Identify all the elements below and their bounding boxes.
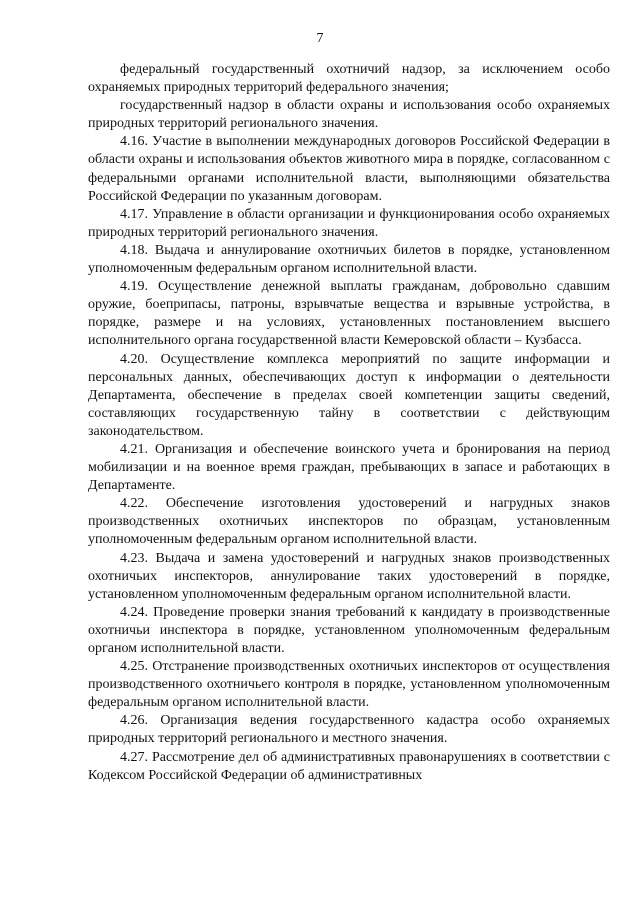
paragraph: 4.19. Осуществление денежной выплаты гражданам, добровольно сдавшим оружие, боеприпасы, патроны, взрывчатые вещества и взрывные устройства, в порядке, размере и на условиях, установленных постановлением высшего исполнительного органа государственной власти Кемеровской области – Кузбасса. — [88, 279, 610, 349]
document-body — [88, 61, 610, 785]
paragraph: 4.24. Проведение проверки знания требований к кандидату в производственные охотничьи инспектора в порядке, установленном уполномоченным федеральным органом исполнительной власти. — [88, 604, 610, 656]
paragraph: федеральный государственный охотничий надзор, за исключением особо охраняемых природных территорий федерального значения; — [88, 62, 610, 96]
paragraph: 4.17. Управление в области организации и функционирования особо охраняемых природных территорий регионального значения. — [88, 206, 610, 240]
paragraph: 4.16. Участие в выполнении международных договоров Российской Федерации в области охраны и использования объектов животного мира в порядке, согласованном с федеральными органами исполнительной власти, выполняющими обязательства Российской Федерации по указанным договорам. — [88, 134, 610, 204]
paragraph: 4.25. Отстранение производственных охотничьих инспекторов от осуществления производственного охотничьего контроля в порядке, установленном уполномоченным федеральным органом исполнительной власти. — [88, 659, 610, 711]
paragraph: 4.18. Выдача и аннулирование охотничьих билетов в порядке, установленном уполномоченным федеральным органом исполнительной власти. — [88, 242, 610, 277]
paragraph: 4.20. Осуществление комплекса мероприятий по защите информации и персональных данных, обеспечивающих доступ к информации о деятельности Департамента, обеспечение в пределах своей компетенции защиты сведений, составляющих государственную тайну в соответствии с действующим законодательством. — [88, 351, 610, 439]
paragraph: государственный надзор в области охраны и использования особо охраняемых природных территорий регионального значения. — [88, 98, 610, 132]
paragraph: 4.27. Рассмотрение дел об административных правонарушениях в соответствии с Кодексом Российской Федерации об административных — [88, 749, 610, 783]
page-number: 7 — [316, 31, 324, 46]
paragraph: 4.22. Обеспечение изготовления удостоверений и нагрудных знаков производственных охотничьих инспекторов по образцам, установленным уполномоченным федеральным органом исполнительной власти. — [88, 496, 610, 548]
paragraph: 4.21. Организация и обеспечение воинского учета и бронирования на период мобилизации и на военное время граждан, пребывающих в запасе и работающих в Департаменте. — [88, 441, 610, 494]
paragraph: 4.26. Организация ведения государственного кадастра особо охраняемых природных территорий регионального и местного значения. — [88, 713, 610, 747]
paragraph: 4.23. Выдача и замена удостоверений и нагрудных знаков производственных охотничьих инспекторов, аннулирование таких удостоверений в порядке, установленном уполномоченным федеральным органом исполнительной власти. — [88, 550, 610, 602]
